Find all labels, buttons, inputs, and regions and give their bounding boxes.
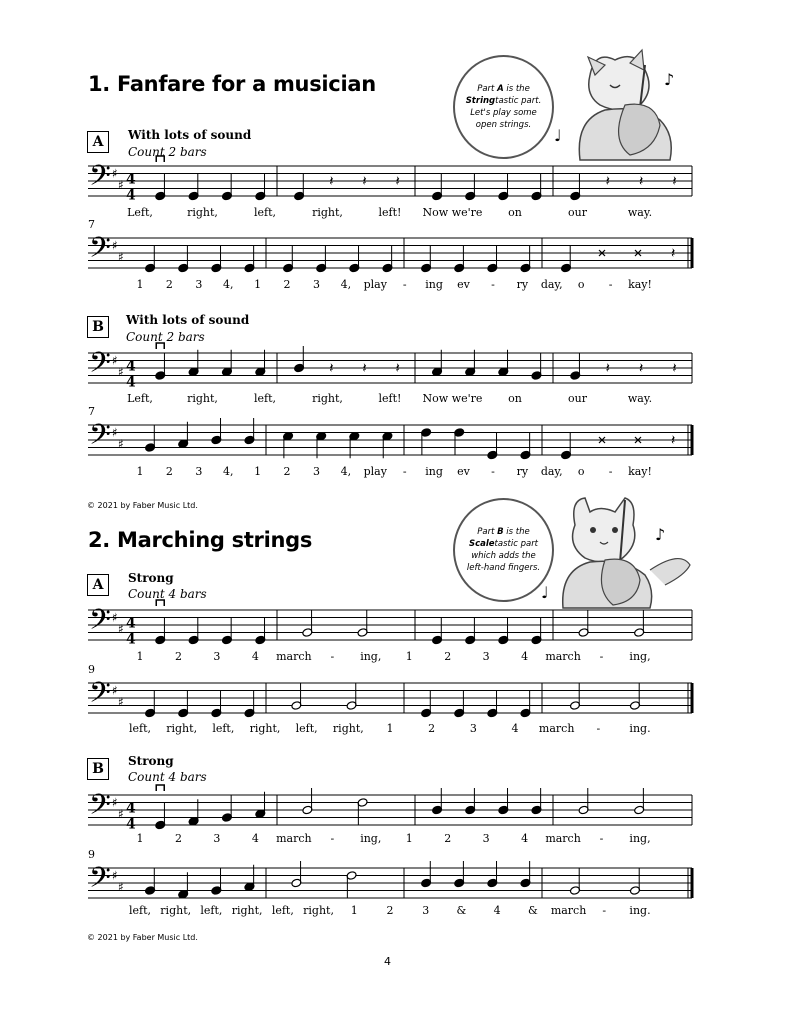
crotchet-rest-icon: 𝄽	[605, 173, 610, 190]
final-barline	[691, 868, 694, 898]
bass-clef-icon: 𝄢	[89, 788, 111, 829]
lyric-word: left,	[253, 206, 277, 219]
time-signature: 4	[126, 187, 136, 204]
time-signature: 4	[126, 615, 136, 632]
final-barline	[691, 425, 694, 455]
lyric-word: 2	[283, 465, 291, 478]
lyric-word: 4,	[340, 278, 352, 291]
lyric-word: -	[608, 278, 613, 291]
lyric-word: our	[568, 392, 587, 405]
bar-number: 7	[88, 405, 95, 418]
bass-clef-icon: 𝄢	[89, 676, 111, 717]
crotchet-rest-icon: 𝄽	[671, 432, 676, 449]
lyric-word: ing.	[629, 722, 651, 735]
bubble-text: Part A is the Stringtastic part. Let's play some open strings.	[465, 84, 542, 130]
crotchet-rest-icon: 𝄽	[671, 245, 676, 262]
lyric-word: 4	[511, 722, 519, 735]
sharp-icon: ♯	[112, 353, 118, 368]
sharp-icon: ♯	[112, 795, 118, 810]
time-signature: 4	[126, 171, 136, 188]
crotchet-rest-icon: 𝄽	[672, 173, 677, 190]
count-instruction: Count 4 bars	[128, 587, 207, 601]
lyric-word: ing,	[360, 832, 382, 845]
lyric-word: right,	[231, 904, 263, 917]
lyric-word: 4,	[222, 465, 234, 478]
lyric-word: 2	[444, 650, 452, 663]
lyric-word: 2	[283, 278, 291, 291]
crotchet-rest-icon: 𝄽	[638, 360, 644, 377]
lyric-word: -	[402, 278, 407, 291]
lyric-word: ev	[457, 278, 470, 291]
lyric-word: 2	[174, 650, 182, 663]
lyric-word: 3	[482, 650, 490, 663]
lyric-word: right,	[187, 206, 218, 219]
lyric-word: 1	[405, 832, 413, 845]
lyric-word: ing	[425, 278, 443, 291]
lyric-word: 3	[482, 832, 490, 845]
lyric-word: 1	[136, 832, 144, 845]
lyric-word: on	[508, 392, 522, 405]
svg-text:♩: ♩	[554, 126, 562, 145]
sharp-icon: ♯	[118, 879, 124, 894]
lyric-word: Now we're	[422, 392, 483, 405]
time-signature: 4	[126, 631, 136, 648]
lyric-word: march	[276, 650, 312, 663]
time-signature: 4	[126, 816, 136, 833]
crotchet-rest-icon: 𝄽	[329, 360, 334, 377]
lyric-word: ing,	[629, 650, 651, 663]
lyric-word: 3	[312, 278, 320, 291]
lyric-word: 4	[521, 832, 529, 845]
lyric-word: ing,	[629, 832, 651, 845]
lyric-word: march	[545, 832, 581, 845]
lyric-word: 1	[136, 278, 144, 291]
down-bow-icon	[156, 785, 164, 791]
lyric-word: ev	[457, 465, 470, 478]
crotchet-rest-icon: 𝄽	[395, 360, 400, 377]
lyric-word: 4	[251, 650, 259, 663]
lyric-word: right,	[312, 206, 343, 219]
lyric-word: play	[363, 278, 387, 291]
lyric-word: 1	[405, 650, 413, 663]
lyric-word: 2	[444, 832, 452, 845]
lyric-word: right,	[249, 722, 281, 735]
lyric-word: 4,	[222, 278, 234, 291]
sharp-icon: ♯	[112, 683, 118, 698]
bar-number: 7	[88, 218, 95, 231]
sharp-icon: ♯	[118, 249, 124, 264]
bass-clef-icon: 𝄢	[89, 159, 111, 200]
lyric-word: 1	[350, 904, 358, 917]
final-barline	[691, 238, 694, 268]
sharp-icon: ♯	[118, 364, 124, 379]
lyric-word: 1	[136, 465, 144, 478]
crotchet-rest-icon: 𝄽	[362, 173, 367, 190]
lyric-word: 2	[428, 722, 436, 735]
lyric-word: -	[491, 465, 495, 478]
lyric-word: 4,	[340, 465, 352, 478]
bass-clef-icon: 𝄢	[89, 603, 111, 644]
lyric-word: day,	[540, 465, 563, 478]
copyright-notice: © 2021 by Faber Music Ltd.	[87, 933, 198, 942]
tempo-marking: With lots of sound	[128, 128, 252, 142]
lyric-word: 3	[195, 278, 203, 291]
lyric-word: march	[276, 832, 312, 845]
lyric-word: 3	[213, 650, 221, 663]
time-signature: 4	[126, 358, 136, 375]
lyric-word: left,	[128, 904, 152, 917]
lyric-word: ing	[425, 465, 443, 478]
lyric-word: left,	[212, 722, 235, 735]
sharp-icon: ♯	[118, 694, 124, 709]
lyric-word: 3	[422, 904, 430, 917]
lyric-word: ing.	[629, 904, 651, 917]
bar-number: 9	[88, 848, 95, 861]
lyric-word: right,	[332, 722, 364, 735]
lyric-word: 4	[521, 650, 529, 663]
sharp-icon: ♯	[112, 610, 118, 625]
lyric-word: ing,	[360, 650, 382, 663]
count-instruction: Count 2 bars	[128, 145, 207, 159]
piece-title: 1. Fanfare for a musician	[88, 72, 376, 96]
lyric-word: march	[550, 904, 587, 917]
count-instruction: Count 2 bars	[126, 330, 205, 344]
svg-text:♪: ♪	[655, 525, 666, 544]
sharp-icon: ♯	[112, 238, 118, 253]
copyright-notice: © 2021 by Faber Music Ltd.	[87, 501, 198, 510]
lyric-word: kay!	[628, 465, 652, 478]
sharp-icon: ♯	[118, 436, 124, 451]
lyric-word: right,	[303, 904, 334, 917]
part-label-box: A	[87, 574, 109, 596]
lyric-word: right,	[187, 392, 218, 405]
final-barline	[691, 683, 694, 713]
bass-clef-icon: 𝄢	[89, 346, 111, 387]
bar-number: 9	[88, 663, 95, 676]
crotchet-rest-icon: 𝄽	[329, 173, 334, 190]
lyric-word: -	[330, 832, 335, 845]
lyric-word: 2	[165, 278, 173, 291]
down-bow-icon	[156, 600, 164, 606]
lyric-word: left,	[200, 904, 223, 917]
lyric-word: Now we're	[422, 206, 483, 219]
count-instruction: Count 4 bars	[128, 770, 207, 784]
lyric-word: right,	[166, 722, 198, 735]
lyric-word: 4	[493, 904, 501, 917]
down-bow-icon	[156, 156, 164, 162]
lyric-word: -	[402, 465, 407, 478]
part-label-box: B	[87, 758, 109, 780]
lyric-word: 4	[251, 832, 259, 845]
lyric-word: march	[538, 722, 575, 735]
lyric-word: Left,	[127, 392, 153, 405]
lyric-word: 1	[254, 278, 262, 291]
lyric-word: -	[599, 832, 604, 845]
lyric-word: -	[491, 278, 495, 291]
lyric-word: o	[577, 465, 585, 478]
sharp-icon: ♯	[112, 868, 118, 883]
lyric-word: left!	[378, 206, 402, 219]
lyric-word: 2	[386, 904, 394, 917]
sharp-icon: ♯	[118, 177, 124, 192]
part-label-box: A	[87, 131, 109, 153]
lyric-word: left,	[128, 722, 152, 735]
lyric-word: day,	[540, 278, 563, 291]
part-label-box: B	[87, 316, 109, 338]
lyric-word: 3	[312, 465, 320, 478]
lyric-word: ry	[516, 465, 529, 478]
lyric-word: march	[545, 650, 581, 663]
lyric-word: 3	[195, 465, 203, 478]
tempo-marking: Strong	[128, 754, 174, 768]
lyric-word: left,	[295, 722, 318, 735]
lyric-word: left,	[253, 392, 277, 405]
lyric-word: on	[508, 206, 522, 219]
crotchet-rest-icon: 𝄽	[362, 360, 367, 377]
lyric-word: Left,	[127, 206, 153, 219]
lyric-word: play	[363, 465, 387, 478]
lyric-word: left!	[378, 392, 402, 405]
lyric-word: -	[602, 904, 607, 917]
bass-clef-icon: 𝄢	[89, 231, 111, 272]
tempo-marking: Strong	[128, 571, 174, 585]
lyric-word: 2	[165, 465, 173, 478]
crotchet-rest-icon: 𝄽	[672, 360, 677, 377]
crotchet-rest-icon: 𝄽	[395, 173, 400, 190]
lyric-word: -	[596, 722, 601, 735]
bubble-text: Part B is the Scaletastic part which adds the left-hand fingers.	[466, 527, 541, 573]
down-bow-icon	[156, 343, 164, 349]
piece-title: 2. Marching strings	[88, 528, 313, 552]
page-number: 4	[384, 955, 391, 968]
lyric-word: right,	[312, 392, 343, 405]
sharp-icon: ♯	[112, 166, 118, 181]
crotchet-rest-icon: 𝄽	[638, 173, 644, 190]
lyric-word: 1	[254, 465, 262, 478]
lyric-word: 1	[386, 722, 394, 735]
lyric-word: -	[599, 650, 604, 663]
bass-clef-icon: 𝄢	[89, 418, 111, 459]
lyric-word: kay!	[628, 278, 652, 291]
lyric-word: &	[527, 904, 538, 917]
lyric-word: 1	[136, 650, 144, 663]
lyric-word: 2	[174, 832, 182, 845]
bass-clef-icon: 𝄢	[89, 861, 111, 902]
crotchet-rest-icon: 𝄽	[605, 360, 610, 377]
lyric-word: ry	[516, 278, 529, 291]
time-signature: 4	[126, 800, 136, 817]
lyric-word: 3	[469, 722, 477, 735]
lyric-word: -	[330, 650, 335, 663]
time-signature: 4	[126, 374, 136, 391]
sharp-icon: ♯	[118, 806, 124, 821]
lyric-word: right,	[160, 904, 192, 917]
lyric-word: way.	[627, 206, 653, 219]
lyric-word: o	[577, 278, 585, 291]
lyric-word: way.	[627, 392, 653, 405]
lyric-word: left,	[271, 904, 294, 917]
svg-text:♩: ♩	[541, 583, 549, 602]
lyric-word: our	[568, 206, 587, 219]
tempo-marking: With lots of sound	[126, 313, 250, 327]
sharp-icon: ♯	[118, 621, 124, 636]
lyric-word: -	[608, 465, 613, 478]
sharp-icon: ♯	[112, 425, 118, 440]
lyric-word: &	[456, 904, 467, 917]
svg-text:♪: ♪	[664, 70, 675, 89]
lyric-word: 3	[213, 832, 221, 845]
